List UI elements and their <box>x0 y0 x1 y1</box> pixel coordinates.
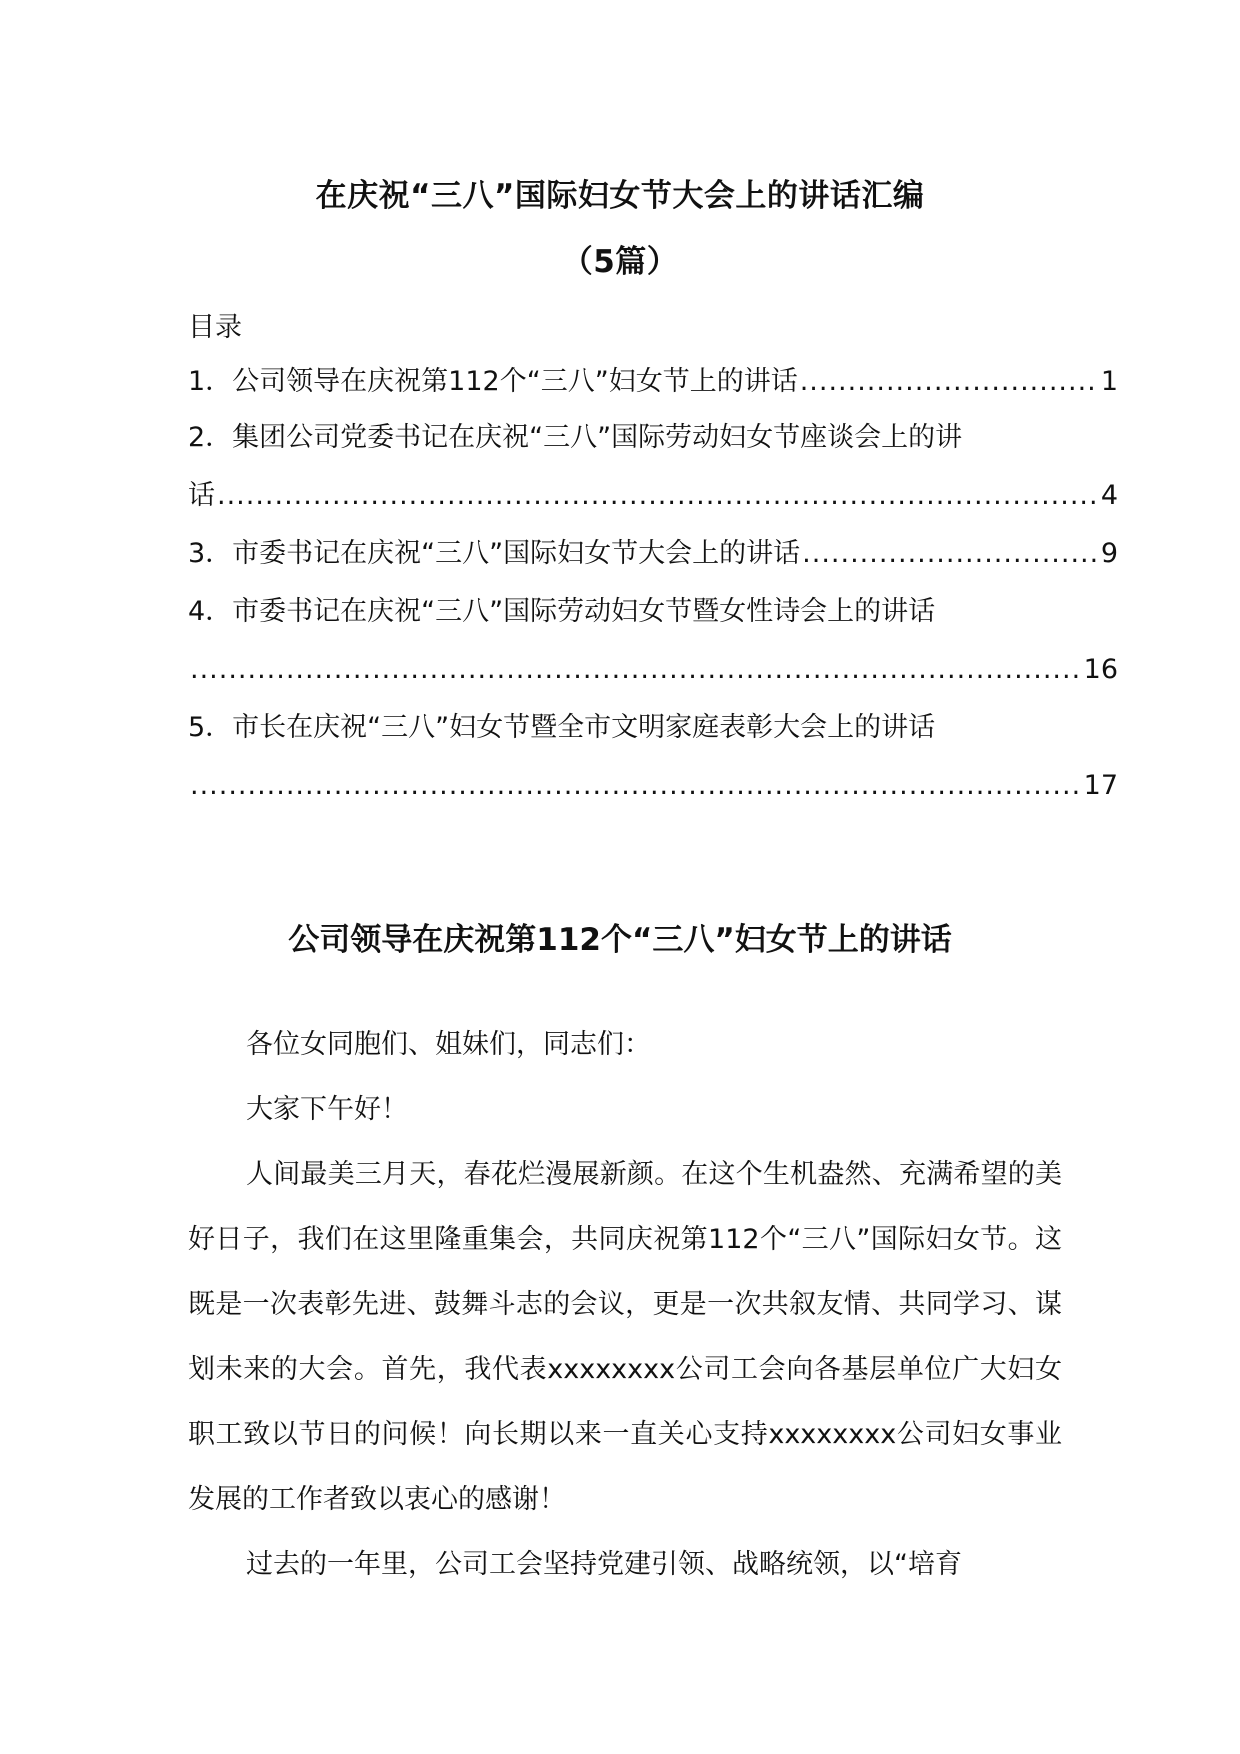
toc-page-number: 9 <box>1100 538 1118 569</box>
toc-page-number: 1 <box>1100 366 1118 397</box>
toc-entry-1[interactable] <box>188 362 1118 402</box>
section-title: 公司领导在庆祝第112个“三八”妇女节上的讲话 <box>288 922 952 958</box>
toc-entry-4-line1[interactable]: 4．市委书记在庆祝“三八”国际劳动妇女节暨女性诗会上的讲话 <box>188 596 936 627</box>
toc-leader-dots <box>217 476 1097 516</box>
body-paragraph: 大家下午好！ <box>246 1094 408 1125</box>
toc-leader-dots <box>190 650 1080 690</box>
toc-entry-5-line1[interactable]: 5．市长在庆祝“三八”妇女节暨全市文明家庭表彰大会上的讲话 <box>188 712 936 743</box>
section-body <box>188 1012 1062 1597</box>
body-paragraph: 各位女同胞们、姐妹们，同志们： <box>246 1029 651 1060</box>
toc-entry-text: 话 <box>188 480 215 511</box>
toc-entry-3[interactable] <box>188 534 1118 574</box>
toc-page-number: 17 <box>1083 770 1118 801</box>
toc-page-number: 4 <box>1100 480 1118 511</box>
toc-leader-dots <box>190 766 1080 806</box>
toc-entry-2[interactable] <box>188 476 1118 516</box>
toc-entry-text: 3．市委书记在庆祝“三八”国际妇女节大会上的讲话 <box>188 538 801 569</box>
toc-entry-4[interactable] <box>188 650 1118 690</box>
document-title: 在庆祝“三八”国际妇女节大会上的讲话汇编 <box>315 178 925 214</box>
toc-entry-2-line1[interactable]: 2．集团公司党委书记在庆祝“三八”国际劳动妇女节座谈会上的讲 <box>188 422 963 453</box>
body-paragraph: 过去的一年里，公司工会坚持党建引领、战略统领，以“培育 <box>246 1549 962 1580</box>
document-subtitle: （5篇） <box>561 244 679 280</box>
toc-entry-text: 1．公司领导在庆祝第112个“三八”妇女节上的讲话 <box>188 366 798 397</box>
body-paragraph: 人间最美三月天，春花烂漫展新颜。在这个生机盎然、充满希望的美好日子，我们在这里隆重集会，共同庆祝第112个“三八”国际妇女节。这既是一次表彰先进、鼓舞斗志的会议，更是一次共叙友情、共同学习、谋划未来的大会。首先，我代表xxxxxxxx公司工会向各基层单位广大妇女职工致以节日的问候！向长期以来一直关心支持xxxxxxxx公司妇女事业发展的工作者致以衷心的感谢！ <box>188 1159 1062 1515</box>
toc-page-number: 16 <box>1083 654 1118 685</box>
toc-entry-5[interactable] <box>188 766 1118 806</box>
toc-heading: 目录 <box>188 312 242 343</box>
toc-leader-dots <box>800 362 1097 402</box>
toc-leader-dots <box>802 534 1097 574</box>
